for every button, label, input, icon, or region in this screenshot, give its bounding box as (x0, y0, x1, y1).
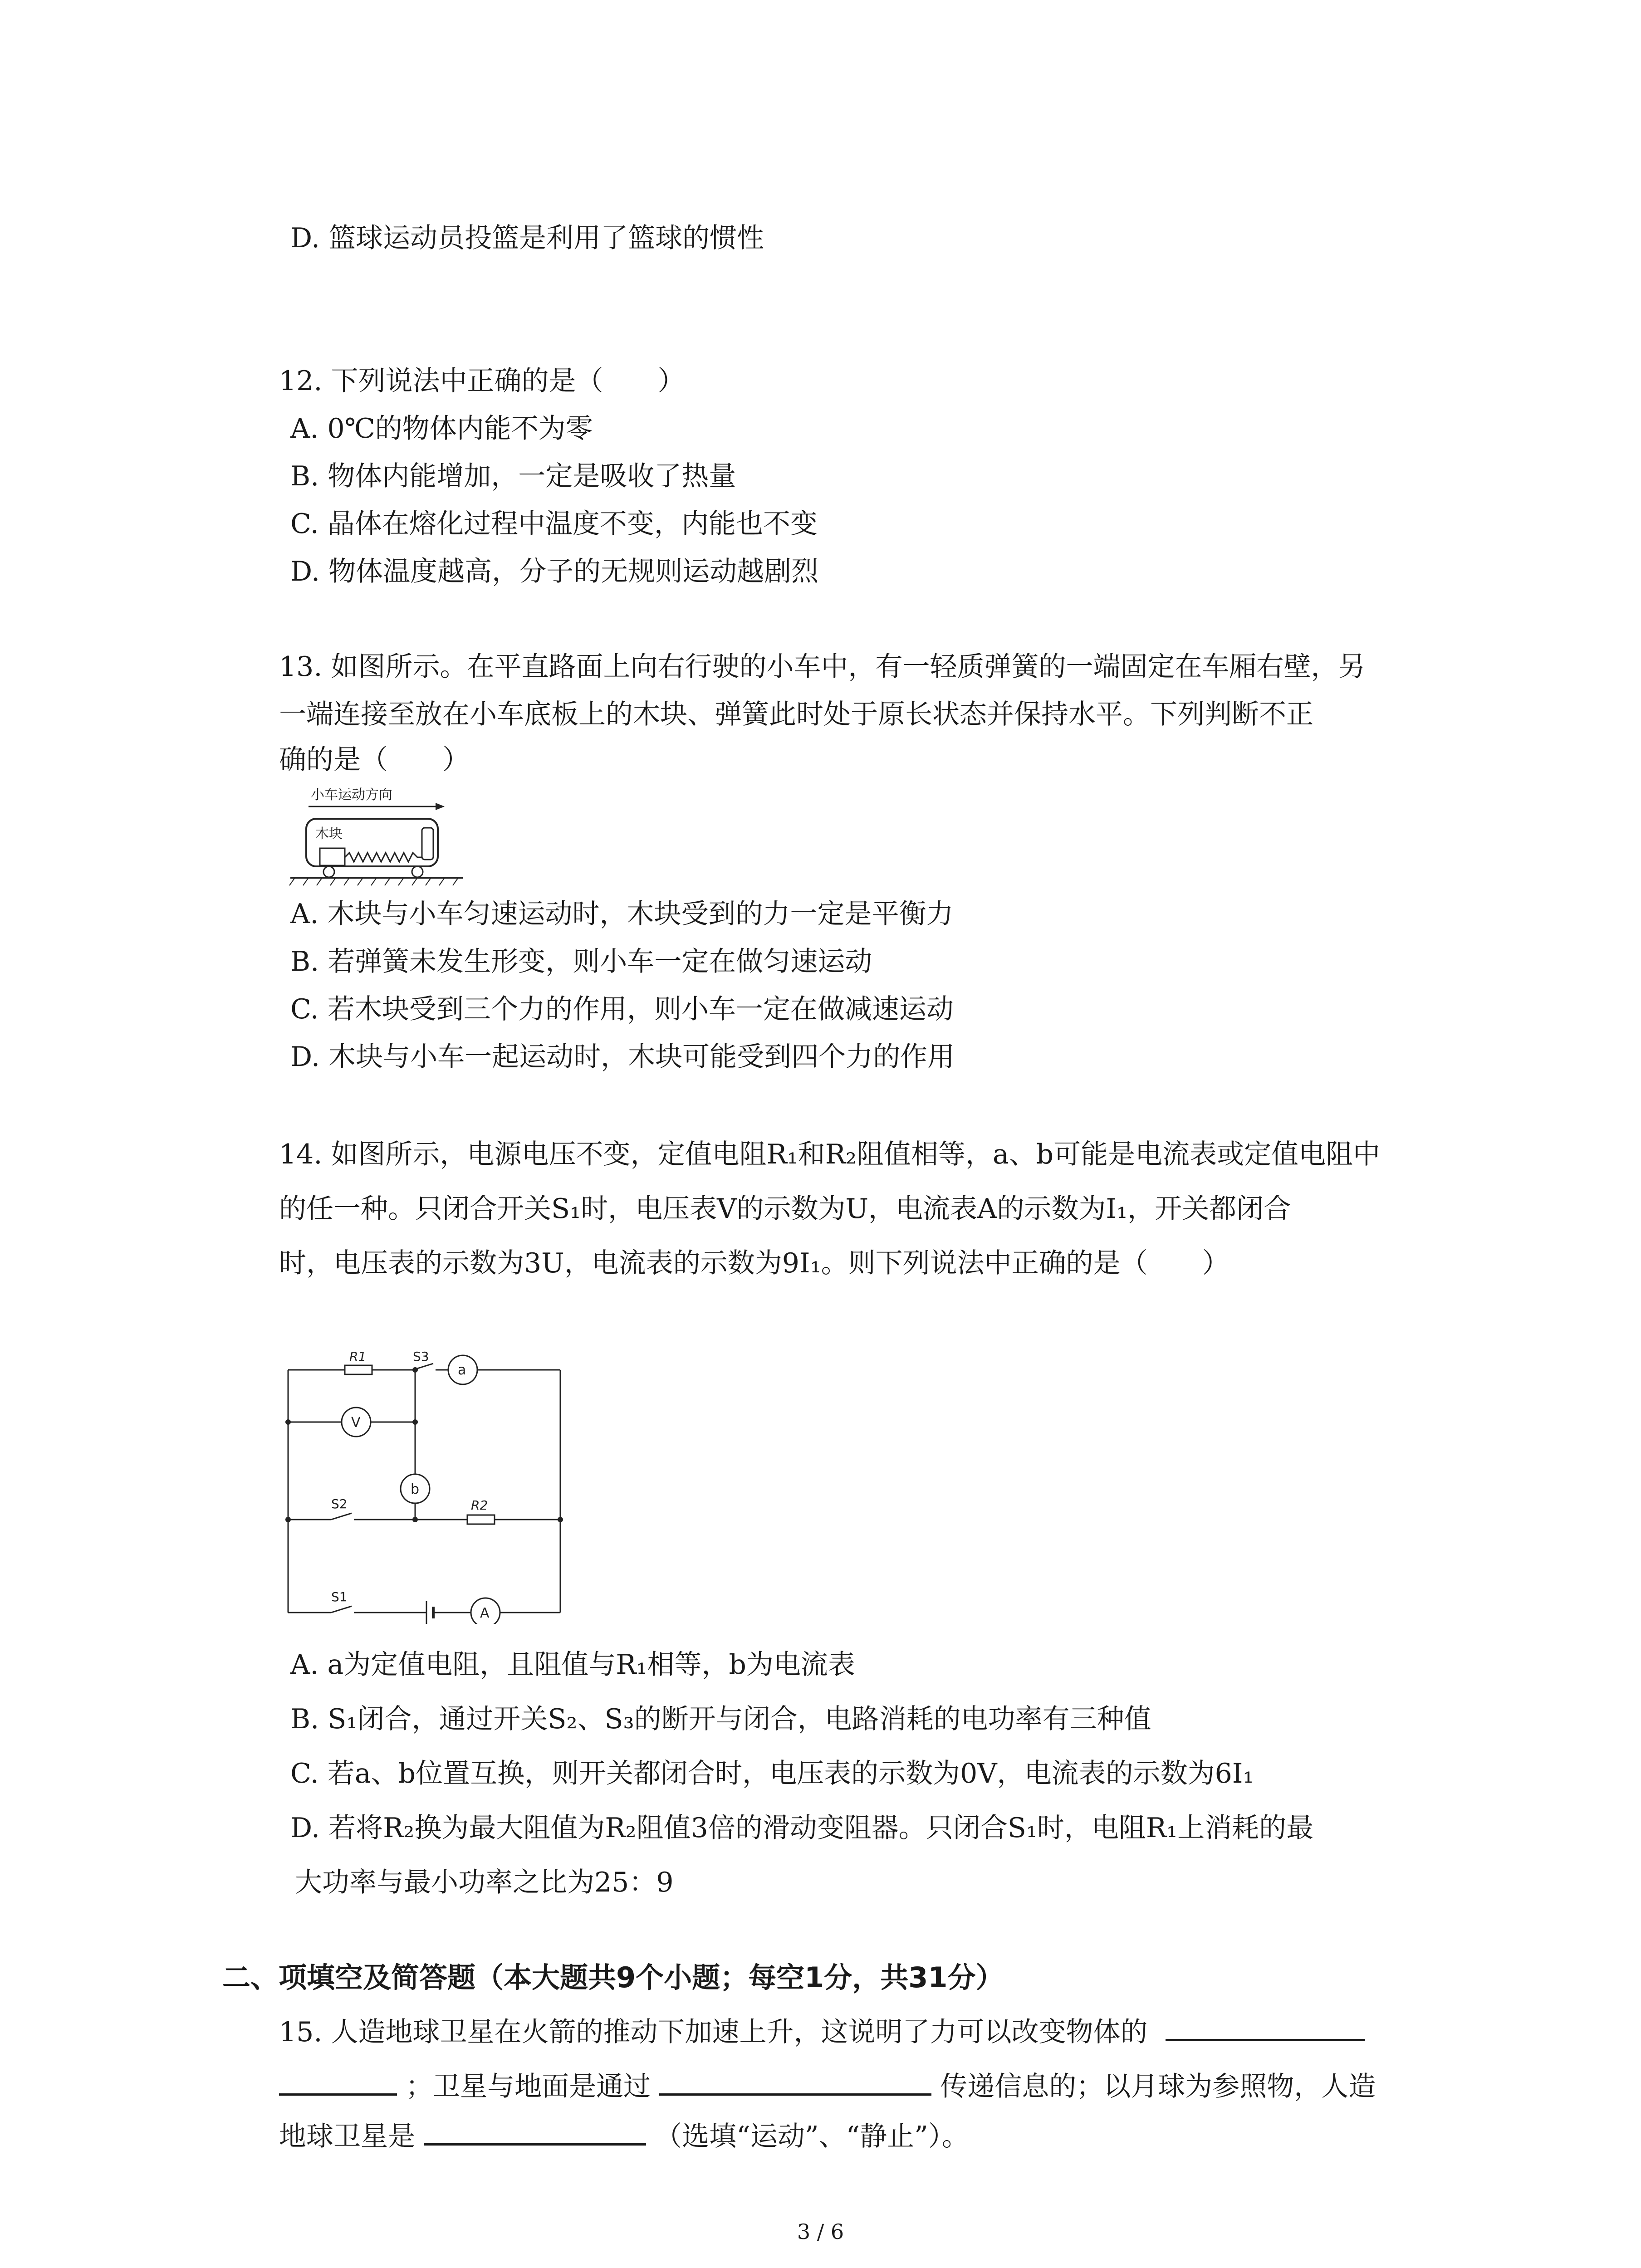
right-wall-block (422, 828, 433, 860)
s1-label: S1 (331, 1589, 348, 1604)
q14-option-d-line-1: D. 若将R₂换为最大阻值为R₂阻值3倍的滑动变阻器。只闭合S₁时，电阻R₁上消耗的最 (290, 1812, 1314, 1844)
ground-hatching (289, 878, 458, 885)
meter-A-label: A (480, 1605, 490, 1621)
q15-blank-2[interactable] (659, 2066, 931, 2096)
r2-resistor (467, 1515, 495, 1524)
s1-switch (331, 1606, 352, 1613)
junction-dots (285, 1367, 563, 1522)
meter-a-label: a (458, 1362, 466, 1378)
q13-stem-line-3: 确的是（ ） (279, 744, 470, 776)
q14-option-b: B. S₁闭合，通过开关S₂、S₃的断开与闭合，电路消耗的电功率有三种值 (290, 1703, 1151, 1735)
q15-blank-1[interactable] (1166, 2012, 1365, 2041)
q15-blank-3[interactable] (424, 2116, 646, 2146)
q15-line-1-text: 15. 人造地球卫星在火箭的推动下加速上升，这说明了力可以改变物体的 (279, 2016, 1148, 2048)
q12-option-b: B. 物体内能增加，一定是吸收了热量 (290, 460, 736, 492)
q15-line-1 (279, 2012, 1365, 2050)
spring (345, 853, 422, 862)
q15-line-2 (279, 2066, 1376, 2105)
q13-option-d: D. 木块与小车一起运动时，木块可能受到四个力的作用 (290, 1041, 955, 1073)
q14-stem-line-2: 的任一种。只闭合开关S₁时，电压表V的示数为U，电流表A的示数为I₁，开关都闭合 (279, 1193, 1291, 1225)
q12-stem: 12. 下列说法中正确的是（ ） (279, 365, 685, 397)
wooden-block-label: 木块 (315, 826, 343, 842)
q15-line-3-text-b: （选填“运动”、“静止”）。 (655, 2121, 969, 2152)
q14-option-d-line-2: 大功率与最小功率之比为25：9 (295, 1867, 674, 1898)
wooden-block (320, 848, 345, 865)
page-number: 3 / 6 (797, 2219, 844, 2244)
q13-stem-line-1: 13. 如图所示。在平直路面上向右行驶的小车中，有一轻质弹簧的一端固定在车厢右壁，另 (279, 651, 1366, 683)
q11-option-d: D. 篮球运动员投篮是利用了篮球的惯性 (290, 222, 764, 254)
q13-stem-line-2: 一端连接至放在小车底板上的木块、弹簧此时处于原长状态并保持水平。下列判断不正 (279, 699, 1313, 730)
q15-blank-1-cont[interactable] (279, 2066, 397, 2096)
s2-label: S2 (331, 1496, 348, 1511)
q15-line-2-text-a: ；卫星与地面是通过 (406, 2071, 651, 2102)
q13-option-c: C. 若木块受到三个力的作用，则小车一定在做减速运动 (290, 993, 954, 1025)
s3-label: S3 (413, 1349, 429, 1364)
q14-stem-line-3: 时，电压表的示数为3U，电流表的示数为9I₁。则下列说法中正确的是（ ） (279, 1247, 1230, 1279)
q14-option-a: A. a为定值电阻，且阻值与R₁相等，b为电流表 (290, 1649, 855, 1681)
q15-line-2-text-b: 传递信息的；以月球为参照物，人造 (940, 2071, 1376, 2102)
q14-option-c: C. 若a、b位置互换，则开关都闭合时，电压表的示数为0V，电流表的示数为6I₁ (290, 1758, 1254, 1789)
wheel-left (323, 866, 334, 877)
r1-label: R1 (349, 1349, 367, 1364)
q13-option-a: A. 木块与小车匀速运动时，木块受到的力一定是平衡力 (290, 898, 954, 930)
q12-option-a: A. 0℃的物体内能不为零 (290, 413, 593, 445)
s2-switch (331, 1513, 352, 1520)
wheel-right (412, 866, 423, 877)
meter-v-label: V (351, 1415, 361, 1431)
q13-cart-figure (286, 785, 476, 889)
q12-option-d: D. 物体温度越高，分子的无规则运动越剧烈 (290, 556, 819, 587)
q14-stem-line-1: 14. 如图所示，电源电压不变，定值电阻R₁和R₂阻值相等，a、b可能是电流表或定值电阻中 (279, 1139, 1381, 1170)
meter-b-label: b (411, 1481, 420, 1497)
q13-option-b: B. 若弹簧未发生形变，则小车一定在做匀速运动 (290, 946, 872, 978)
q12-option-c: C. 晶体在熔化过程中温度不变，内能也不变 (290, 508, 818, 540)
q15-line-3 (279, 2116, 969, 2155)
q14-circuit-diagram (277, 1343, 576, 1624)
r2-label: R2 (471, 1498, 488, 1513)
direction-arrow-head (436, 803, 445, 810)
section-2-heading: 二、项填空及简答题（本大题共9个小题；每空1分，共31分） (222, 1961, 1004, 1994)
r1-resistor (345, 1365, 372, 1374)
cart-direction-label: 小车运动方向 (311, 787, 392, 803)
q15-line-3-text-a: 地球卫星是 (279, 2121, 415, 2152)
